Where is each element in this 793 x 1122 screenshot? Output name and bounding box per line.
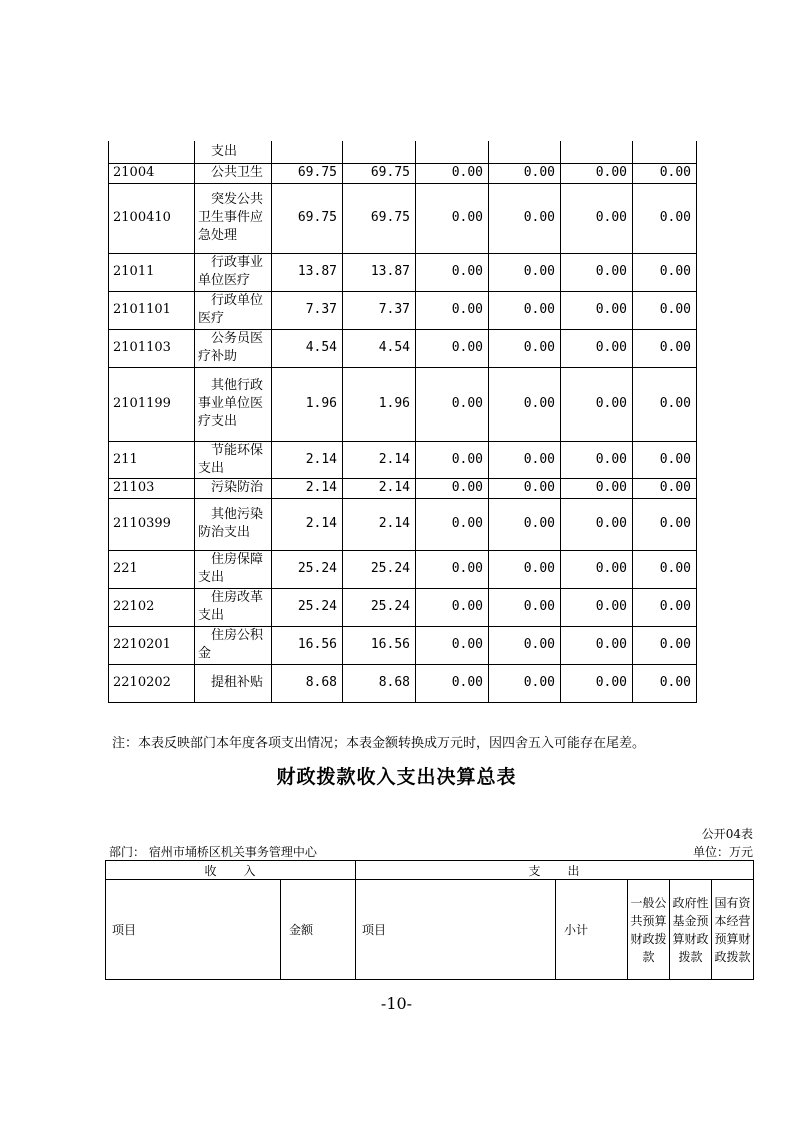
row-code: 211 [109,441,195,478]
table-row [109,588,697,626]
table-note: 注：本表反映部门本年度各项支出情况；本表金额转换成万元时，因四舍五入可能存在尾差。 [112,736,646,751]
row-value-v6: 0.00 [633,498,697,550]
row-value-v6: 0.00 [633,441,697,478]
income-amount-header: 金额 [281,880,356,980]
row-value-v2: 25.24 [343,550,416,588]
row-value-v3: 0.00 [416,367,489,441]
row-name: 其他污染防治支出 [198,507,264,540]
row-value-v4: 0.00 [489,498,561,550]
row-code: 2101199 [109,367,195,441]
department-label: 部门： 宿州市埇桥区机关事务管理中心 [109,845,317,859]
row-value-v2: 7.37 [343,291,416,329]
row-name-cell [195,498,272,550]
row-value-v3: 0.00 [416,550,489,588]
row-code [109,141,195,163]
row-value-v2: 1.96 [343,367,416,441]
row-value-v6: 0.00 [633,163,697,183]
row-value-v2 [343,141,416,163]
row-name: 住房改革支出 [198,590,264,623]
row-value-v1: 2.14 [272,478,343,498]
row-value-v4 [489,141,561,163]
row-value-v1: 16.56 [272,626,343,664]
gov-fund-header: 政府性基金预算财政拨款 [670,880,712,980]
row-value-v2: 2.14 [343,478,416,498]
row-value-v4: 0.00 [489,550,561,588]
row-code: 21004 [109,163,195,183]
income-item-header: 项目 [106,880,281,980]
row-value-v6: 0.00 [633,367,697,441]
page-number: -10- [380,994,413,1013]
row-value-v1: 25.24 [272,588,343,626]
row-value-v3: 0.00 [416,478,489,498]
state-capital-header: 国有资本经营预算财政拨款 [712,880,754,980]
row-value-v4: 0.00 [489,626,561,664]
row-value-v6: 0.00 [633,626,697,664]
row-name-cell [195,441,272,478]
table-row [109,183,697,253]
row-value-v4: 0.00 [489,291,561,329]
row-value-v4: 0.00 [489,163,561,183]
table-row [109,367,697,441]
row-value-v1: 1.96 [272,367,343,441]
page-title: 财政拨款收入支出决算总表 [276,766,517,788]
row-name: 行政事业单位医疗 [198,255,264,288]
row-value-v6: 0.00 [633,253,697,291]
form-number: 公开04表 [701,827,753,841]
row-value-v5: 0.00 [561,163,633,183]
row-value-v5: 0.00 [561,550,633,588]
row-name-cell [195,367,272,441]
row-value-v5: 0.00 [561,183,633,253]
row-name: 其他行政事业单位医疗支出 [198,378,264,429]
summary-table-header [105,860,754,980]
table-row [109,626,697,664]
row-name-cell [195,626,272,664]
row-name-cell [195,183,272,253]
row-value-v6: 0.00 [633,478,697,498]
row-value-v5: 0.00 [561,664,633,702]
table-row [109,550,697,588]
row-value-v3: 0.00 [416,291,489,329]
row-value-v5: 0.00 [561,367,633,441]
row-name: 节能环保支出 [198,442,264,476]
row-name-cell [195,550,272,588]
row-name: 支出 [211,143,238,159]
row-name: 住房公积金 [198,628,264,661]
row-value-v6 [633,141,697,163]
row-value-v2: 25.24 [343,588,416,626]
row-value-v6: 0.00 [633,291,697,329]
row-value-v1: 13.87 [272,253,343,291]
row-value-v6: 0.00 [633,550,697,588]
row-value-v5: 0.00 [561,478,633,498]
row-code: 21011 [109,253,195,291]
row-value-v3 [416,141,489,163]
expenditure-table [108,141,697,703]
row-value-v3: 0.00 [416,183,489,253]
row-name: 污染防治 [211,480,264,495]
row-name-cell [195,478,272,498]
row-value-v4: 0.00 [489,329,561,367]
table-row [109,253,697,291]
table-row [109,329,697,367]
subtotal-header: 小计 [556,880,628,980]
table-row [109,141,697,163]
row-code: 2101101 [109,291,195,329]
row-code: 2101103 [109,329,195,367]
row-value-v4: 0.00 [489,367,561,441]
row-value-v4: 0.00 [489,253,561,291]
row-value-v3: 0.00 [416,626,489,664]
table-row [109,478,697,498]
row-value-v3: 0.00 [416,498,489,550]
row-name: 提租补贴 [211,675,264,690]
row-value-v2: 2.14 [343,498,416,550]
row-value-v1: 4.54 [272,329,343,367]
unit-label: 单位：万元 [692,845,753,859]
row-value-v1: 7.37 [272,291,343,329]
row-name: 公共卫生 [211,165,264,180]
row-name-cell [195,253,272,291]
row-value-v1 [272,141,343,163]
general-budget-header: 一般公共预算财政拨款 [628,880,670,980]
row-value-v2: 2.14 [343,441,416,478]
row-value-v3: 0.00 [416,664,489,702]
table-row [109,498,697,550]
row-value-v1: 69.75 [272,183,343,253]
row-value-v3: 0.00 [416,163,489,183]
row-name: 公务员医疗补助 [198,331,264,364]
row-value-v1: 2.14 [272,498,343,550]
row-value-v5: 0.00 [561,291,633,329]
row-name-cell [195,664,272,702]
row-value-v5: 0.00 [561,441,633,478]
row-value-v6: 0.00 [633,664,697,702]
income-group-header: 收 入 [106,861,356,880]
row-name: 突发公共卫生事件应急处理 [198,192,264,243]
row-value-v4: 0.00 [489,588,561,626]
row-value-v6: 0.00 [633,183,697,253]
row-value-v2: 69.75 [343,163,416,183]
row-name-cell [195,141,272,163]
row-value-v3: 0.00 [416,441,489,478]
row-code: 21103 [109,478,195,498]
row-value-v3: 0.00 [416,253,489,291]
row-value-v5: 0.00 [561,626,633,664]
row-value-v3: 0.00 [416,329,489,367]
row-name-cell [195,588,272,626]
table-row [109,664,697,702]
row-value-v2: 8.68 [343,664,416,702]
row-name-cell [195,291,272,329]
row-value-v5: 0.00 [561,253,633,291]
row-value-v2: 69.75 [343,183,416,253]
table-row [109,441,697,478]
row-value-v5: 0.00 [561,588,633,626]
row-value-v2: 4.54 [343,329,416,367]
row-value-v1: 69.75 [272,163,343,183]
row-code: 2210201 [109,626,195,664]
row-value-v5: 0.00 [561,498,633,550]
row-value-v4: 0.00 [489,478,561,498]
row-name-cell [195,163,272,183]
row-code: 2100410 [109,183,195,253]
row-value-v5 [561,141,633,163]
row-value-v4: 0.00 [489,441,561,478]
expense-group-header: 支 出 [356,861,754,880]
row-value-v2: 13.87 [343,253,416,291]
table-row [109,291,697,329]
row-value-v5: 0.00 [561,329,633,367]
row-value-v6: 0.00 [633,329,697,367]
row-code: 221 [109,550,195,588]
row-value-v6: 0.00 [633,588,697,626]
row-value-v3: 0.00 [416,588,489,626]
row-name: 住房保障支出 [198,552,264,585]
table-row [109,163,697,183]
row-value-v1: 2.14 [272,441,343,478]
row-value-v4: 0.00 [489,183,561,253]
row-code: 22102 [109,588,195,626]
expense-item-header: 项目 [356,880,556,980]
row-code: 2110399 [109,498,195,550]
row-value-v2: 16.56 [343,626,416,664]
row-code: 2210202 [109,664,195,702]
row-value-v1: 25.24 [272,550,343,588]
row-value-v4: 0.00 [489,664,561,702]
row-value-v1: 8.68 [272,664,343,702]
row-name-cell [195,329,272,367]
row-name: 行政单位医疗 [198,293,264,326]
